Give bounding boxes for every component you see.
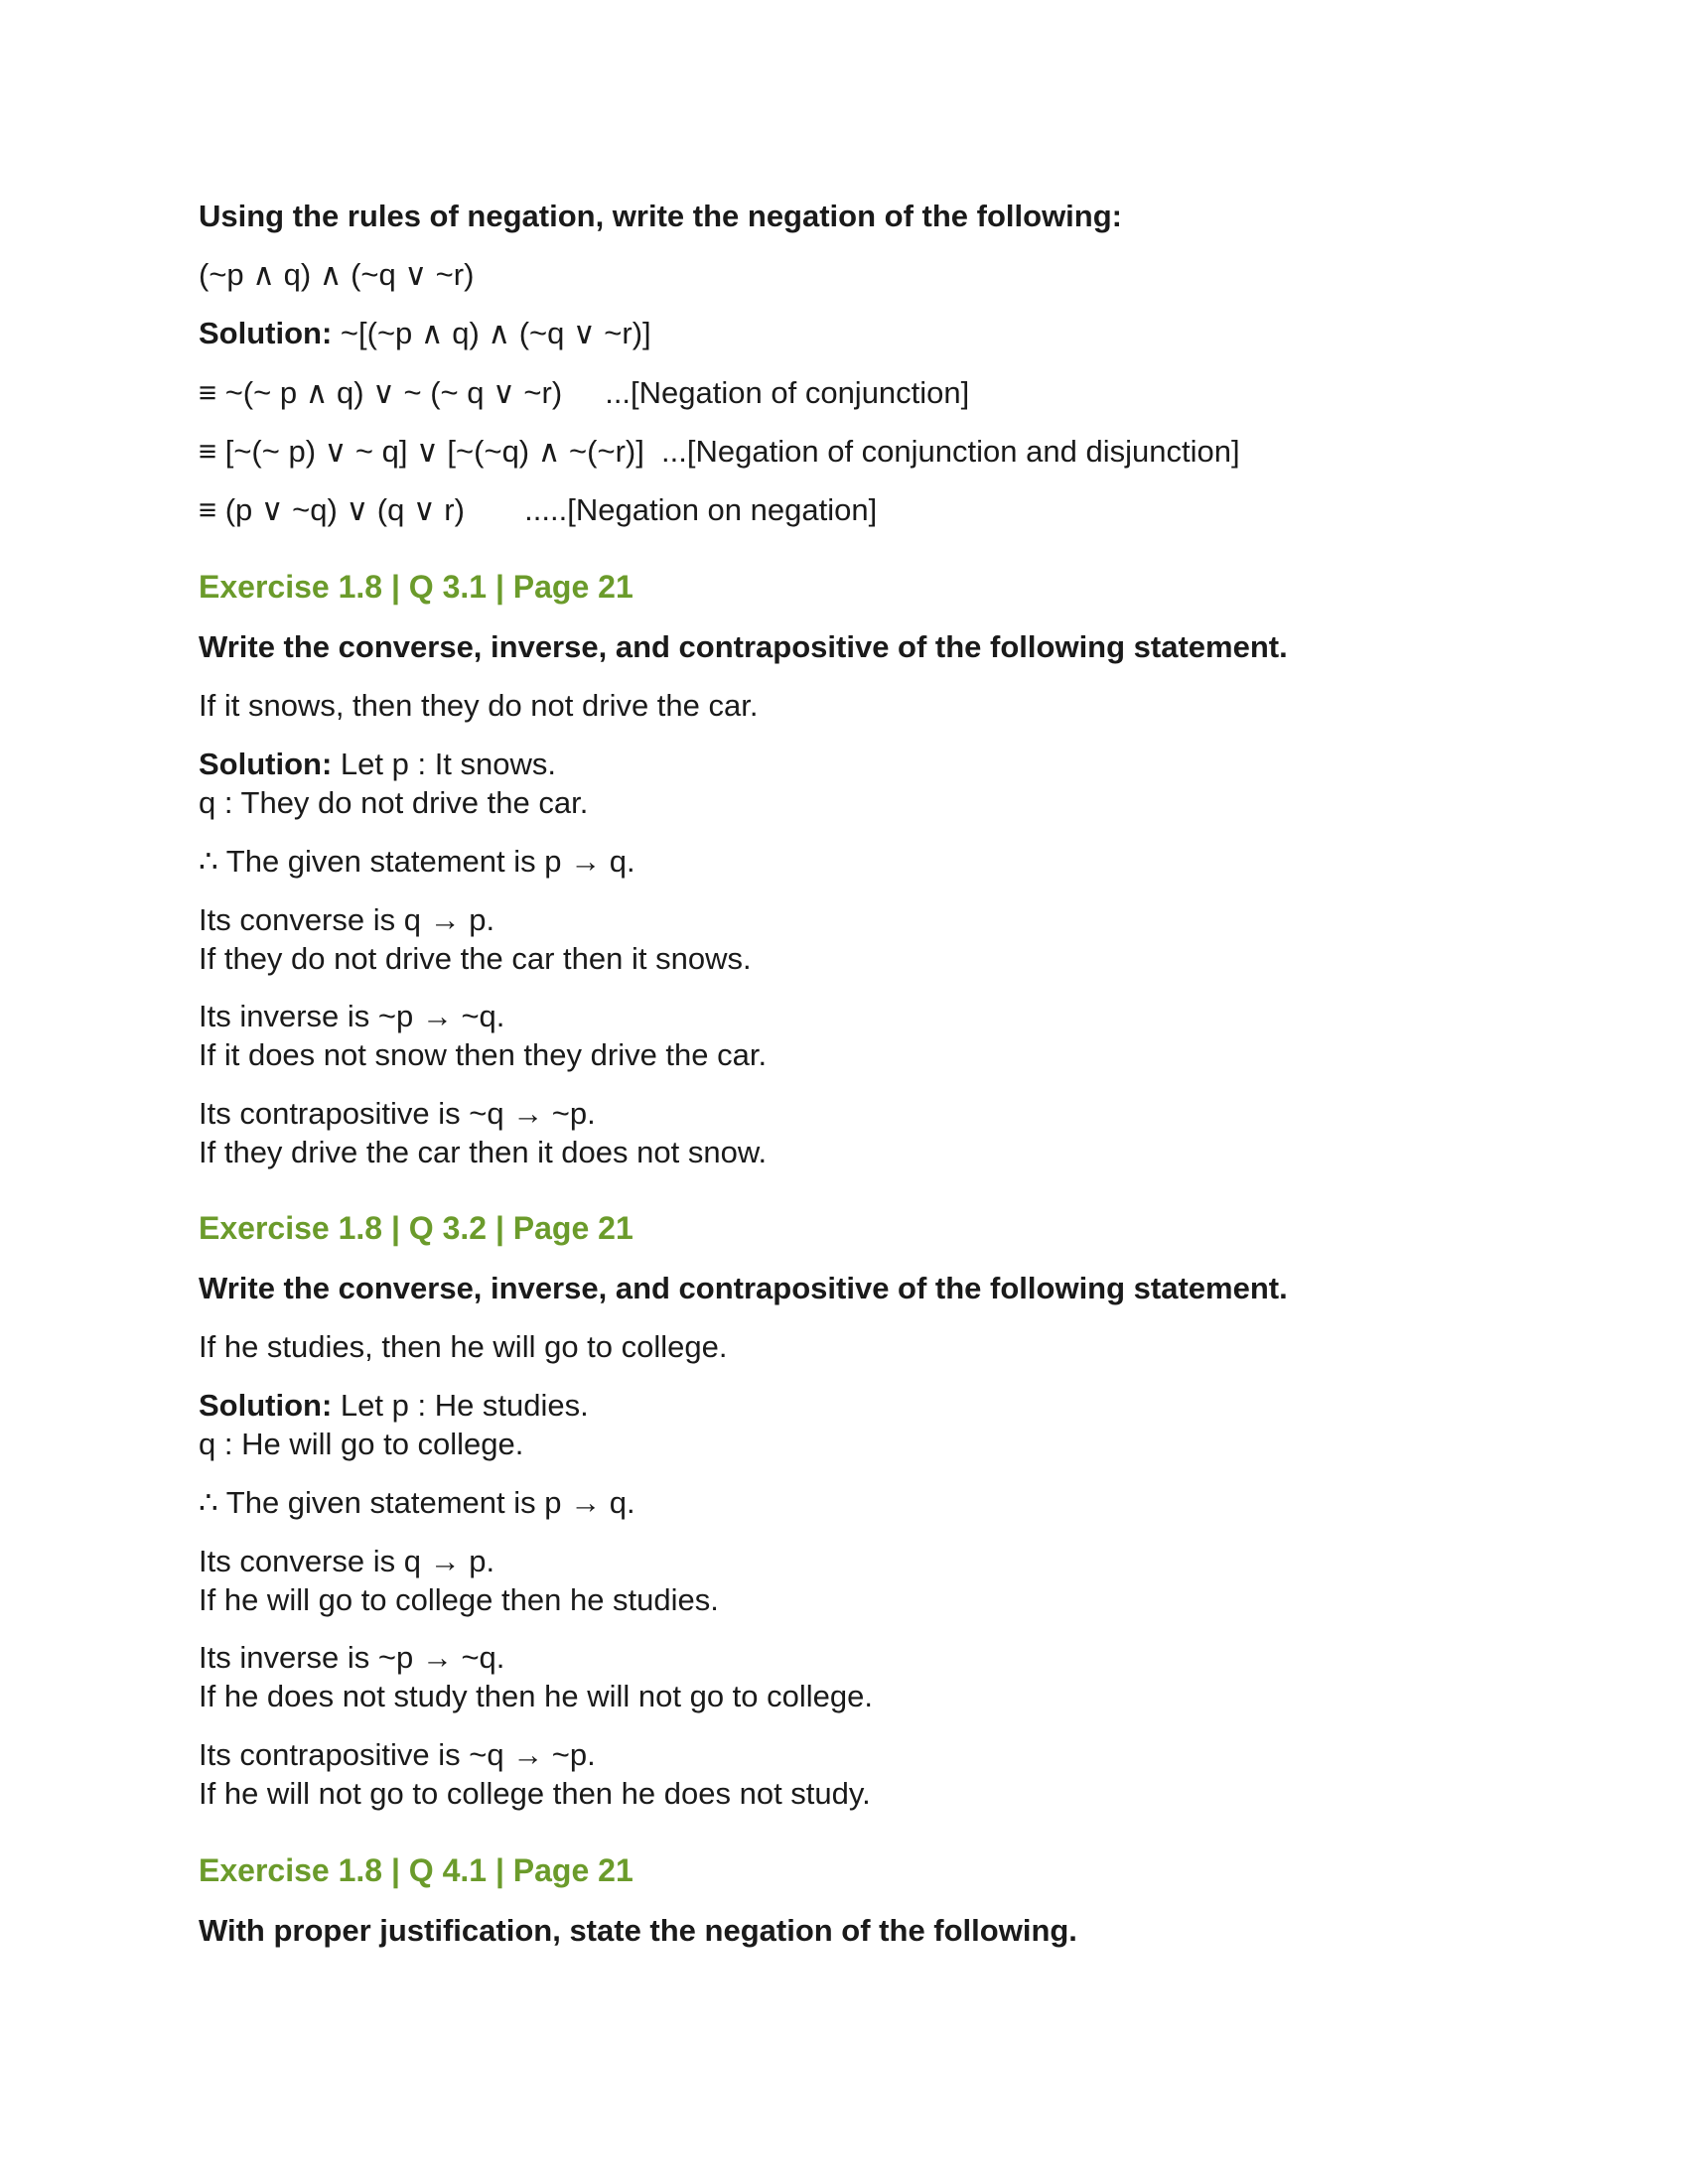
given-statement-q3-1: ∴ The given statement is p → q.	[199, 844, 635, 879]
solution-p-q3-2	[199, 1386, 589, 1426]
statement: (~p ∧ q) ∧ (~q ∨ ~r)	[199, 257, 475, 292]
given-statement-q3-2: ∴ The given statement is p → q.	[199, 1485, 635, 1520]
solution-label: Solution:	[199, 747, 333, 781]
solution-step-2: ≡ [~(~ p) ∨ ~ q] ∨ [~(~q) ∧ ~(~r)] ...[Negation of conjunction and disjunction]	[199, 434, 1240, 469]
solution-expression: ~[(~p ∧ q) ∧ (~q ∨ ~r)]	[332, 316, 651, 350]
solution-label: Solution:	[199, 316, 333, 350]
solution-step-1: ≡ ~(~ p ∧ q) ∨ ~ (~ q ∨ ~r) ...[Negation of conjunction]	[199, 375, 970, 410]
contrapositive-text-q3-1: If they drive the car then it does not snow.	[199, 1135, 768, 1169]
contrapositive-text-q3-2: If he will not go to college then he does not study.	[199, 1776, 871, 1811]
solution-p-q3-1	[199, 745, 556, 784]
inverse-text-q3-1: If it does not snow then they drive the car.	[199, 1037, 768, 1072]
converse-text-q3-1: If they do not drive the car then it snows.	[199, 941, 752, 976]
exercise-heading-q4-1: Exercise 1.8 | Q 4.1 | Page 21	[199, 1852, 633, 1888]
inverse-text-q3-2: If he does not study then he will not go to college.	[199, 1679, 874, 1713]
contrapositive-q3-1: Its contrapositive is ~q → ~p.	[199, 1096, 596, 1131]
exercise-heading-q3-2: Exercise 1.8 | Q 3.2 | Page 21	[199, 1210, 633, 1246]
inverse-q3-2: Its inverse is ~p → ~q.	[199, 1640, 505, 1675]
question-q3-1: Write the converse, inverse, and contrapositive of the following statement.	[199, 629, 1288, 664]
contrapositive-q3-2: Its contrapositive is ~q → ~p.	[199, 1737, 596, 1772]
solution-q-q3-1: q : They do not drive the car.	[199, 785, 589, 820]
question-q3-2: Write the converse, inverse, and contrapositive of the following statement.	[199, 1271, 1288, 1305]
solution-q-q3-2: q : He will go to college.	[199, 1427, 524, 1461]
converse-q3-1: Its converse is q → p.	[199, 902, 495, 937]
question-negation: Using the rules of negation, write the negation of the following:	[199, 199, 1122, 233]
solution-p-text: Let p : It snows.	[332, 747, 557, 781]
converse-text-q3-2: If he will go to college then he studies.	[199, 1582, 719, 1617]
solution-p-text: Let p : He studies.	[332, 1388, 589, 1423]
exercise-heading-q3-1: Exercise 1.8 | Q 3.1 | Page 21	[199, 569, 633, 605]
question-q4-1: With proper justification, state the negation of the following.	[199, 1913, 1077, 1948]
converse-q3-2: Its converse is q → p.	[199, 1544, 495, 1578]
solution-label: Solution:	[199, 1388, 333, 1423]
solution-step-3: ≡ (p ∨ ~q) ∨ (q ∨ r) .....[Negation on negation]	[199, 492, 878, 527]
statement-q3-1: If it snows, then they do not drive the car.	[199, 688, 759, 723]
statement-q3-2: If he studies, then he will go to college.	[199, 1329, 728, 1364]
solution-line	[199, 314, 651, 353]
inverse-q3-1: Its inverse is ~p → ~q.	[199, 999, 505, 1033]
